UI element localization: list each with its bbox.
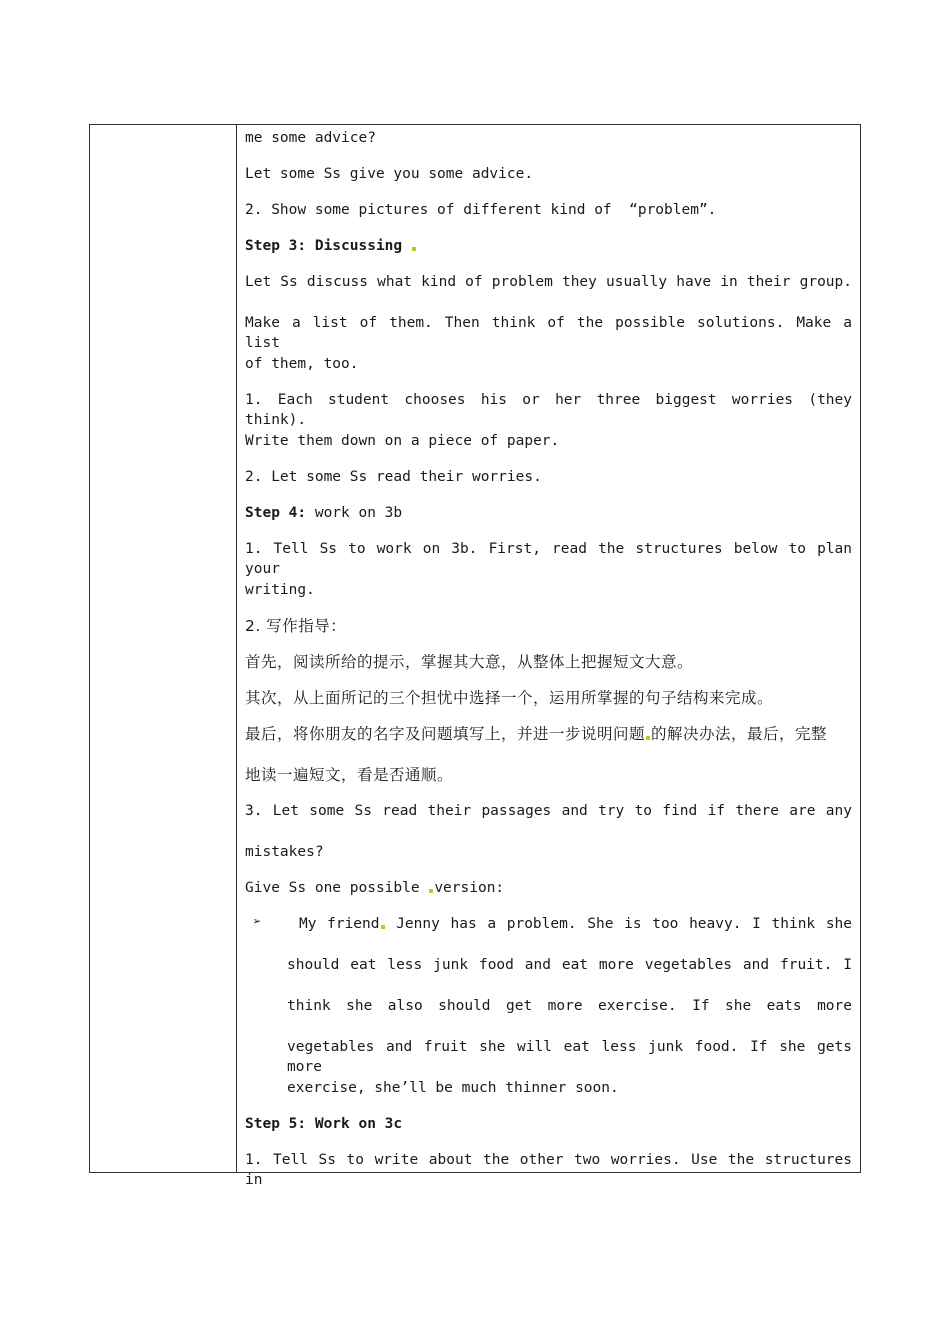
text-line: Let Ss discuss what kind of problem they usually have in their group. bbox=[245, 274, 852, 290]
step-5-heading: Step 5: Work on 3c bbox=[245, 1116, 403, 1132]
text-line: 首先，阅读所给的提示，掌握其大意，从整体上把握短文大意。 bbox=[245, 653, 694, 671]
sample-passage-line: My friend Jenny has a problem. She is too heavy. I think she bbox=[299, 916, 853, 932]
text-line: 2. Show some pictures of different kind of “problem”. bbox=[245, 202, 717, 218]
marker-dot bbox=[646, 736, 650, 740]
step-3-heading: Step 3: Discussing bbox=[245, 236, 417, 256]
text-line: 其次，从上面所记的三个担忧中选择一个，运用所掌握的句子结构来完成。 bbox=[245, 689, 774, 707]
text-line: 3. Let some Ss read their passages and try to find if there are any bbox=[245, 803, 852, 819]
text-line: 1. Tell Ss to work on 3b. First, read the structures below to plan your bbox=[245, 541, 852, 577]
text-line: 1. Tell Ss to write about the other two worries. Use the structures in bbox=[245, 1152, 852, 1188]
text-line: 地读一遍短文，看是否通顺。 bbox=[245, 766, 454, 784]
text-line: Write them down on a piece of paper. bbox=[245, 433, 560, 449]
text-line: 2. Let some Ss read their worries. bbox=[245, 469, 542, 485]
text-line: mistakes? bbox=[245, 844, 324, 860]
marker-dot bbox=[429, 889, 433, 893]
column-divider bbox=[236, 124, 237, 1173]
text-line: 1. Each student chooses his or her three biggest worries (they think). bbox=[245, 392, 852, 428]
text-line: me some advice? bbox=[245, 130, 376, 146]
sample-passage-line: should eat less junk food and eat more vegetables and fruit. I bbox=[287, 957, 852, 973]
text-line: 最后，将你朋友的名字及问题填写上，并进一步说明问题 的解决办法，最后，完整 bbox=[245, 725, 828, 743]
text-line: writing. bbox=[245, 582, 315, 598]
text-line: Let some Ss give you some advice. bbox=[245, 166, 534, 182]
text-line: Make a list of them. Then think of the possible solutions. Make a list bbox=[245, 315, 852, 351]
text-line: 2. 写作指导： bbox=[245, 617, 347, 635]
marker-dot bbox=[381, 925, 385, 929]
text-line: of them, too. bbox=[245, 356, 359, 372]
sample-passage-line: vegetables and fruit she will eat less junk food. If she gets more bbox=[287, 1039, 852, 1075]
marker-dot bbox=[412, 247, 416, 251]
sample-passage-line: exercise, she’ll be much thinner soon. bbox=[287, 1080, 619, 1096]
text-line: Give Ss one possible version: bbox=[245, 880, 505, 896]
step-4-heading: Step 4: work on 3b bbox=[245, 505, 403, 521]
bullet-arrow-icon: ➢ bbox=[253, 914, 262, 930]
sample-passage-line: think she also should get more exercise. If she eats more bbox=[287, 998, 852, 1014]
